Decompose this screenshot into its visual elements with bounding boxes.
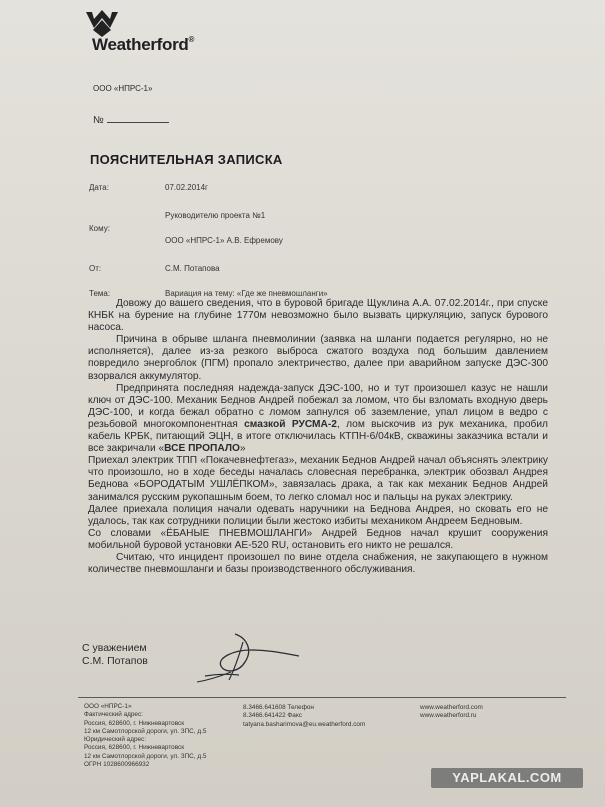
website-link[interactable]: www.weatherford.ru [420, 712, 477, 720]
company-name: ООО «НПРС-1» [93, 84, 153, 93]
paragraph: Считаю, что инцидент произошел по вине отдела снабжения, не закупающего в нужном количестве пневмошланги и базы производственного обслуживания. [88, 551, 548, 576]
paragraph: Приехал электрик ТПП «Покачевнефтегаз», механик Беднов Андрей начал объяснять электрику что произошло, но в ходе беседы началась словесная перебранка, электрик обозвал Андрея Беднова «БОРОДАТЫМ УШЛЁПКОМ», завязалась драка, а так как механик Беднов Андрей занимался русским рукопашным боем, то легко сломал нос и пальцы на руках электрику. [88, 455, 548, 503]
date-label: Дата: [89, 183, 109, 192]
closing-line: С уважением [82, 642, 147, 654]
paragraph: Со словами «ЁБАНЫЕ ПНЕВМОШЛАНГИ» Андрей Беднов начал крушит сооружения мобильной буровой установки АЕ-520 RU, остановить его никто не решался. [88, 527, 548, 551]
to-value-line1: Руководителю проекта №1 [165, 211, 266, 220]
footer-contacts: 8.3466.641608 Телефон 8.3466.641422 Факс tatyana.basharimova@eu.weatherford.com [243, 704, 366, 728]
body-text [88, 298, 548, 576]
footer-websites [420, 704, 483, 721]
paragraph: Предпринята последняя надежда-запуск ДЭС-100, но и тут произошел казус не нашли ключ от ДЭС-100. Механик Беднов Андрей побежал за ломом, что бы взломать входную дверь ДЭС-100, и когда бежал обратно с ломом запнулся об заземление, упал лицом в ведро с резьбовой многокомпонентная смазкой РУСМА-2, лом выскочив из рук механика, пробил кабель КРБК, питающий ЭЦН, в итоге отключилась КТПН-6/04кВ, скважины заказчика встали и все закричали «ВСЕ ПРОПАЛО» [88, 382, 548, 455]
website-link[interactable]: www.weatherford.com [420, 704, 483, 711]
to-value-line2: ООО «НПРС-1» А.В. Ефремову [165, 236, 283, 245]
document-title: ПОЯСНИТЕЛЬНАЯ ЗАПИСКА [90, 152, 283, 167]
subject-label: Тема: [89, 289, 111, 298]
subject-value: Вариация на тему: «Где же пневмошланги» [165, 289, 328, 298]
paragraph: Далее приехала полиция начали одевать наручники на Беднова Андрея, но сковать его не удалось, так как сотрудники полиции были жестоко избиты механиком Андреем Бедновым. [88, 503, 548, 527]
paragraph: Причина в обрыве шланга пневмолинии (заявка на шланги подается регулярно, но не исполняется), далее из-за резкого выброса сжатого воздуха под большим давлением повредило энергоблок (ПГМ) пропало электричество, далее при аварийном запуске ДЭС-300 взорвался аккумулятор. [88, 334, 548, 382]
document-number: № [93, 113, 169, 126]
signer-name: С.М. Потапов [82, 655, 148, 667]
from-value: С.М. Потапова [165, 264, 220, 273]
watermark-badge: YAPLAKAL.COM [431, 768, 583, 788]
to-label: Кому: [89, 224, 110, 233]
footer-divider [78, 697, 566, 698]
from-label: От: [89, 264, 102, 273]
date-value: 07.02.2014г [165, 183, 208, 192]
logo-wordmark: Weatherford® [92, 35, 195, 54]
weatherford-logo-icon [84, 10, 120, 38]
footer-address: ООО «НПРС-1» Фактический адрес: Россия, 628600, г. Нижневартовск 12 км Самотлорской дороги, ул. ЗПС, д.5 Юридический адрес: Россия, 628600, г. Нижневартовск 12 км Самотлорской дороги, ул. ЗПС, д.5 ОГРН 1028600966932 [84, 703, 207, 769]
handwritten-signature-icon [195, 628, 305, 686]
signature-block [82, 642, 148, 668]
paragraph: Довожу до вашего сведения, что в буровой бригаде Щуклина А.А. 07.02.2014г., при спуске КНБК на бурение на глубине 1770м невозможно было вызвать циркуляцию, запуск бурового насоса. [88, 298, 548, 334]
